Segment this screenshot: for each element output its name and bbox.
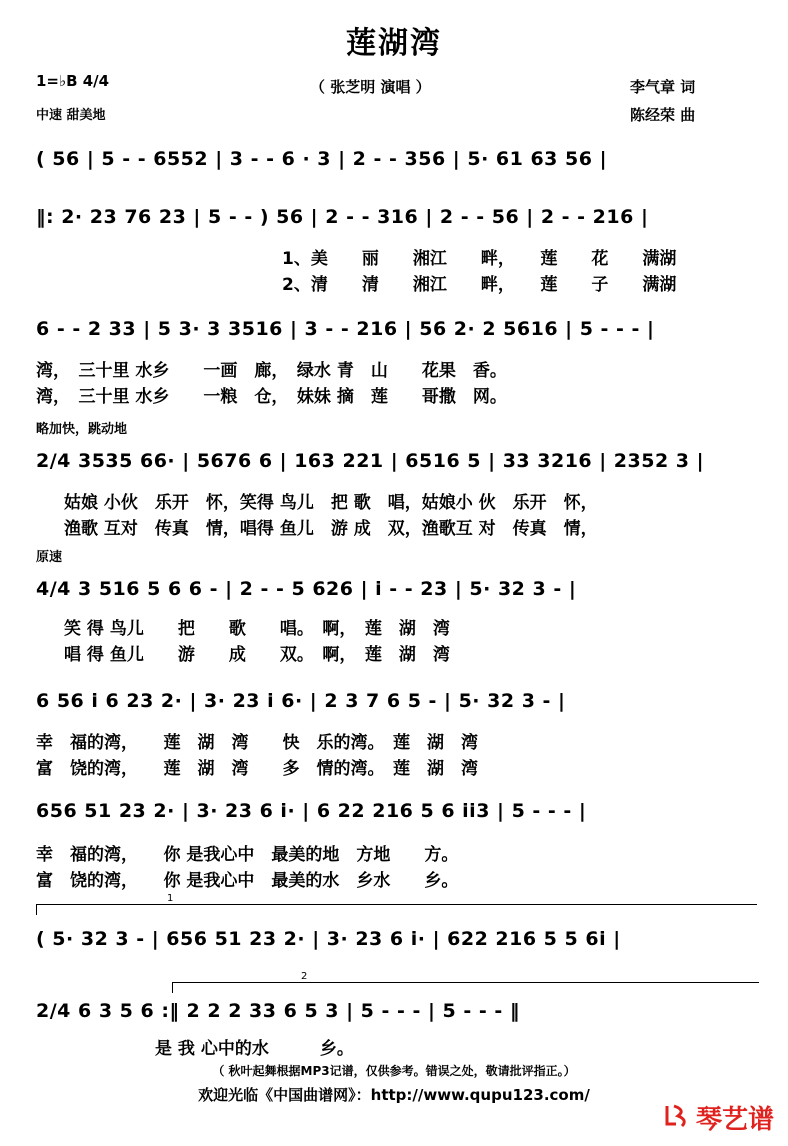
score-line-1: ( 56 | 5 - - 6552 | 3 - - 6 · 3 | 2 - - 356 | 5· 61 63 56 |	[36, 148, 608, 170]
lyric-line-4b: 渔歌 互对 传真 情，唱得 鱼儿 游 成 双，渔歌互 对 传真 情，	[64, 519, 598, 539]
volta-bracket-2	[172, 971, 759, 993]
tempo-marking: 中速 甜美地	[36, 108, 106, 123]
tempo-return-label: 原速	[36, 550, 63, 565]
score-line-2: ‖: 2· 23 76 23 | 5 - - ) 56 | 2 - - 316 | 2 - - 56 | 2 - - 216 |	[36, 206, 649, 228]
lyric-line-3a: 湾， 三十里 水乡 一画 廊， 绿水 青 山 花果 香。	[36, 361, 507, 381]
lyric-line-6b: 富 饶的湾， 莲 湖 湾 多 情的湾。 莲 湖 湾	[36, 759, 478, 779]
volta-number-2: 2	[301, 971, 308, 982]
score-line-9: 2/4 6 3 5 6 :‖ 2 2 2 33 6 5 3 | 5 - - - | 5 - - - ‖	[36, 1000, 520, 1022]
lyric-line-3b: 湾， 三十里 水乡 一粮 仓， 妹妹 摘 莲 哥撒 网。	[36, 387, 507, 407]
key-signature: 1=♭B 4/4	[36, 72, 110, 90]
brand-logo	[664, 1099, 774, 1136]
score-line-8: ( 5· 32 3 - | 656 51 23 2· | 3· 23 6 i· | 622 216 5 5 6i |	[36, 928, 621, 950]
lyric-line-2a: 1、美 丽 湘江 畔， 莲 花 满湖	[282, 249, 677, 269]
score-line-3: 6 - - 2 33 | 5 3· 3 3516 | 3 - - 216 | 56 2· 2 5616 | 5 - - - |	[36, 318, 655, 340]
site-credit: 欢迎光临《中国曲谱网》：http://www.qupu123.com/	[198, 1086, 590, 1104]
tempo-change-label: 略加快，跳动地	[36, 422, 128, 437]
score-line-6: 6 56 i 6 23 2· | 3· 23 i 6· | 2 3 7 6 5 - | 5· 32 3 - |	[36, 690, 566, 712]
composer-credit: 陈经荣 曲	[630, 106, 696, 124]
brand-logo-icon	[664, 1102, 692, 1135]
lyric-line-4a: 姑娘 小伙 乐开 怀，笑得 鸟儿 把 歌 唱，姑娘小 伙 乐开 怀，	[64, 493, 598, 513]
lyric-line-9: 是 我 心中的水 乡。	[36, 1039, 354, 1059]
lyric-line-6a: 幸 福的湾， 莲 湖 湾 快 乐的湾。 莲 湖 湾	[36, 733, 478, 753]
brand-logo-text: 琴艺谱	[695, 1105, 774, 1135]
transcription-note: （ 秋叶起舞根据MP3记谱，仅供参考。错误之处，敬请批评指正。）	[212, 1064, 576, 1078]
lyric-line-7a: 幸 福的湾， 你 是我心中 最美的地 方地 方。	[36, 845, 459, 865]
lyric-line-7b: 富 饶的湾， 你 是我心中 最美的水 乡水 乡。	[36, 871, 459, 891]
lyricist-credit: 李气章 词	[630, 78, 696, 96]
lyric-line-2b: 2、清 清 湘江 畔， 莲 子 满湖	[282, 275, 677, 295]
volta-number-1: 1	[167, 893, 174, 904]
singer-credit: （ 张芝明 演唱 ）	[310, 78, 431, 96]
score-line-4: 2/4 3535 66· | 5676 6 | 163 221 | 6516 5 | 33 3216 | 2352 3 |	[36, 450, 705, 472]
page-title: 莲湖湾	[346, 26, 442, 61]
volta-bracket-1	[36, 893, 757, 915]
lyric-line-5a: 笑 得 鸟儿 把 歌 唱。 啊， 莲 湖 湾	[64, 619, 450, 639]
score-line-7: 656 51 23 2· | 3· 23 6 i· | 6 22 216 5 6 ii3 | 5 - - - |	[36, 800, 587, 822]
lyric-line-5b: 唱 得 鱼儿 游 成 双。 啊， 莲 湖 湾	[64, 645, 450, 665]
score-line-5: 4/4 3 516 5 6 6 - | 2 - - 5 626 | i - - 23 | 5· 32 3 - |	[36, 578, 577, 600]
